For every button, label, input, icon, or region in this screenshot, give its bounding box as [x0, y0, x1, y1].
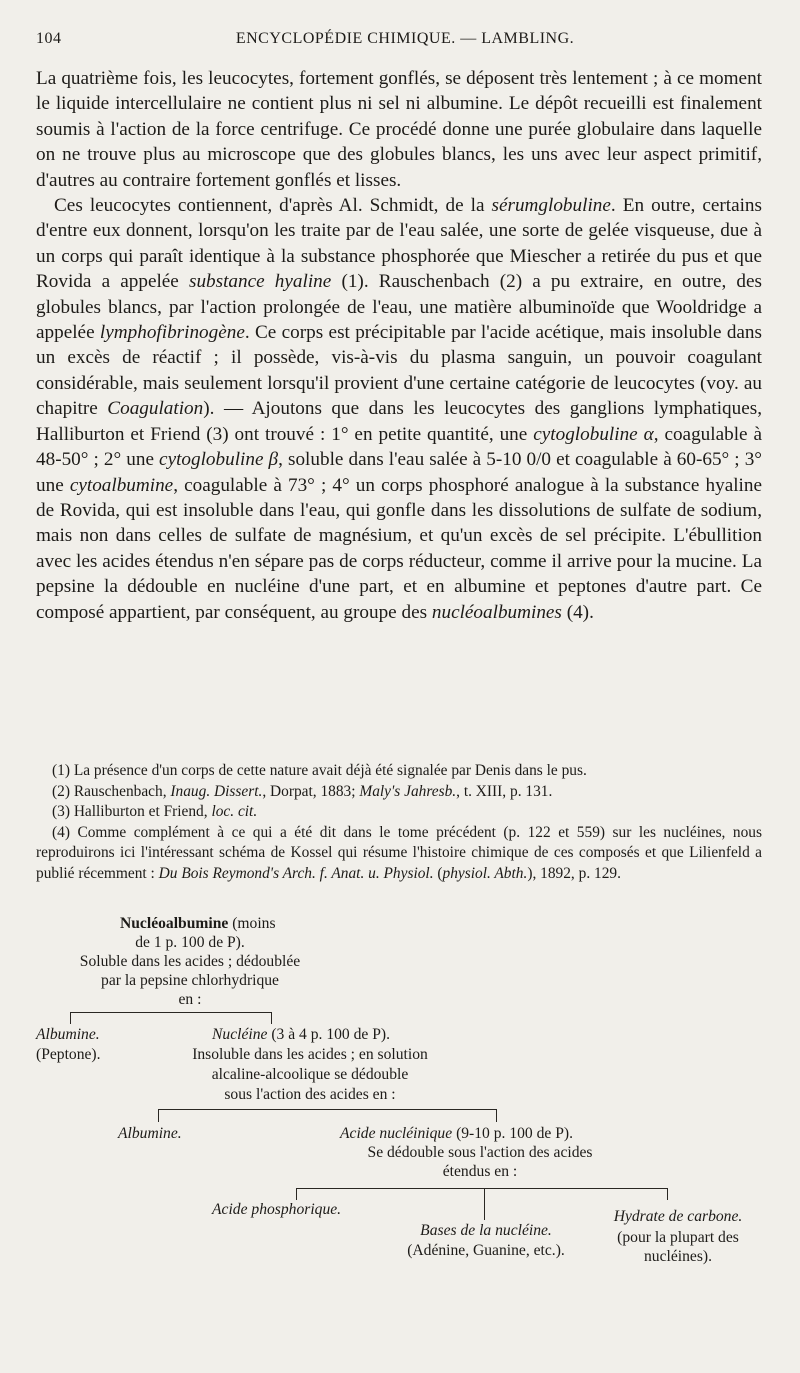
bracket-3-left-tick: [296, 1188, 297, 1200]
page-number: 104: [36, 30, 62, 47]
paragraph-2: Ces leucocytes contiennent, d'après Al. Schmidt, de la sérumglobuline. En outre, certains d'entre eux donnent, lorsqu'on les traite par de l'eau salée, une sorte de gelée visqueuse, due à un corps qui paraît identique à la substance phosphorée que Miescher a retirée du pus et que Rovida a appelée substance hyaline (1). Rauschenbach (2) a pu extraire, en outre, des globules blancs, par l'action prolongée de l'eau, une matière albuminoïde que Wooldridge a appelée lymphofibrinogène. Ce corps est précipitable par l'acide acétique, mais insoluble dans un excès de réactif ; il possède, vis-à-vis du plasma sanguin, un pouvoir coagulant considérable, mais seulement lorsqu'il provient d'une certaine catégorie de leucocytes (voy. au chapitre Coagulation). — Ajoutons que dans les leucocytes des ganglions lymphatiques, Halliburton et Friend (3) ont trouvé : 1° en petite quantité, une cytoglobuline α, coagulable à 48-50° ; 2° une cytoglobuline β, soluble dans l'eau salée à 5-10 0/0 et coagulable à 60-65° ; 3° une cytoalbumine, coagulable à 73° ; 4° un corps phosphoré analogue à la substance hyaline de Rovida, qui est insoluble dans l'eau, qui gonfle dans les dissolutions de sulfate de sodium, mais non dans celles de sulfate de magnésium, et qu'un excès de sel précipite. L'ébullition avec les acides étendus n'en sépare pas de corps réducteur, comme il arrive pour la mucine. La pepsine la dédouble en nucléine d'une part, et en albumine et peptones d'autre part. Ce composé appartient, par conséquent, au groupe des nucléoalbumines (4).: [36, 195, 762, 623]
bracket-1-right-tick: [271, 1012, 272, 1024]
nucleine-title: Nucléine (3 à 4 p. 100 de P).: [212, 1026, 391, 1043]
albumine-2: Albumine.: [118, 1125, 182, 1142]
bracket-1-left-tick: [70, 1012, 71, 1024]
footnote-4: (4) Comme complément à ce qui a été dit dans le tome précédent (p. 122 et 559) sur les nucléines, nous reproduirons ici l'intéressant schéma de Kossel qui résume l'histoire chimique de ces composés et que Lilienfeld a publié récemment : Du Bois Reymond's Arch. f. Anat. u. Physiol. (physiol. Abth.), 1892, p. 129.: [36, 823, 762, 882]
nucleine-line-2: Insoluble dans les acides ; en solution: [192, 1046, 428, 1063]
hydrate-line-2: nucléines).: [644, 1248, 712, 1265]
acide-phosphorique: Acide phosphorique.: [212, 1201, 342, 1218]
bracket-2-bar: [158, 1109, 497, 1110]
bracket-2-right-tick: [496, 1109, 497, 1122]
bases-title: Bases de la nucléine.: [420, 1222, 552, 1239]
bases-line-1: (Adénine, Guanine, etc.).: [407, 1242, 565, 1259]
albumine-1: Albumine.: [36, 1026, 100, 1043]
root-title-line: Nucléoalbumine (moins: [120, 915, 276, 932]
bracket-3-middle-tick: [484, 1188, 485, 1220]
footnote-3: (3) Halliburton et Friend, loc. cit.: [52, 803, 258, 821]
root-line-2: de 1 p. 100 de P).: [135, 934, 245, 951]
hydrate-line-1: (pour la plupart des: [617, 1229, 739, 1246]
running-title: ENCYCLOPÉDIE CHIMIQUE. — LAMBLING.: [235, 30, 575, 47]
nucleine-line-3: alcaline-alcoolique se dédouble: [211, 1066, 409, 1083]
peptone: (Peptone).: [36, 1046, 101, 1063]
acide-nucleinique-line-2: Se dédouble sous l'action des acides: [367, 1144, 593, 1161]
root-line-3: Soluble dans les acides ; dédoublée: [79, 953, 301, 970]
paragraph-1: La quatrième fois, les leucocytes, fortement gonflés, se déposent très lentement ; à ce moment le liquide intercellulaire ne contient plus ni sel ni albumine. Le dépôt recueilli est finalement soumis à l'action de la force centrifuge. Ce procédé donne une purée globulaire dans laquelle on ne trouve plus au microscope que des globules blancs, les uns avec leur aspect primitif, d'autres au contraire fortement gonflés et lisses.: [36, 68, 762, 191]
bracket-1-bar: [70, 1012, 272, 1013]
root-line-4: par la pepsine chlorhydrique: [101, 972, 279, 989]
footnote-1: (1) La présence d'un corps de cette nature avait déjà été signalée par Denis dans le pus.: [52, 762, 587, 779]
root-line-5: en :: [178, 991, 202, 1008]
acide-nucleinique-line-3: étendus en :: [442, 1163, 518, 1180]
nucleine-line-4: sous l'action des acides en :: [224, 1086, 396, 1103]
footnote-2: (2) Rauschenbach, Inaug. Dissert., Dorpat, 1883; Maly's Jahresb., t. XIII, p. 131.: [52, 782, 553, 800]
acide-nucleinique-title: Acide nucléinique (9-10 p. 100 de P).: [340, 1125, 574, 1142]
bracket-3-bar: [296, 1188, 668, 1189]
bracket-3-right-tick: [667, 1188, 668, 1200]
bracket-2-left-tick: [158, 1109, 159, 1122]
hydrate-title: Hydrate de carbone.: [613, 1208, 743, 1225]
